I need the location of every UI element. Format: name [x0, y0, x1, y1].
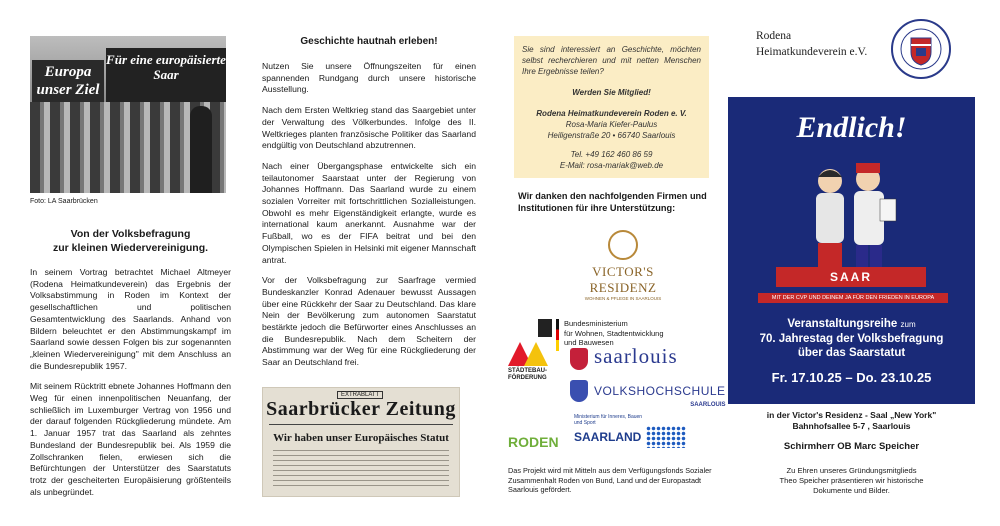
talk-paragraph-1: In seinem Vortrag betrachtet Michael Altmeyer (Rodena Heimatkundeverein) das Ergebnis der Volksabstimmung in Roden im Kontext der gesellschaftlichen und politischen Gesamtentwicklung des Saarlands. Anhand von Bildern beleuchtet er den Abstimmungskampf im Saarland sowie dessen Folgen bis zur sogenannten „kleinen Wiedervereinigung" mit dem Anschluss an die Bundesrepublik 1957.: [30, 267, 231, 371]
org-name: [756, 28, 867, 60]
event-honor-note: [728, 466, 975, 496]
poster-baseline: MIT DER CVP UND DEINEM JA FÜR DEN FRIEDEN IN EUROPA: [758, 293, 948, 303]
photo-caption: Foto: LA Saarbrücken: [30, 198, 98, 205]
membership-box: [514, 36, 709, 178]
exhibition-paragraph-3: Nach einer Übergangsphase entwickelte sich ein teilautonomer Saarstaat unter der Regierung von Johannes Hoffmann. Das Saarland wurde zu einem sozialen Vorreiter mit fortschrittlichen Sozialleistungen. Obwohl es mehr Eigenständigkeit erlangte, wurde es international kaum anerkannt. Ausnahme war der Fußball, wo es der FIFA beitrat und bei den Olympischen Spielen in Helsinki mit eigener Mannschaft antrat.: [262, 160, 476, 265]
membership-address: Heiligenstraße 20 • 66740 Saarlouis: [547, 131, 676, 140]
houses-icon: [508, 340, 546, 366]
talk-heading-line1: Von der Volksbefragung: [70, 228, 191, 240]
exhibition-heading: Geschichte hautnah erleben!: [300, 36, 438, 47]
bmw-line-3: und Bauwesen: [564, 338, 614, 347]
panel-membership-sponsors: [490, 0, 728, 526]
newspaper-body-lines: [273, 450, 449, 490]
logo-victors-residenz: [568, 230, 678, 301]
newspaper-title: Saarbrücker Zeitung: [266, 397, 456, 420]
honor-line-3: Dokumente und Bilder.: [813, 486, 890, 495]
org-name-line2: Heimatkundeverein e.V.: [756, 46, 868, 58]
newspaper-extra-label: EXTRABLATT: [337, 391, 383, 399]
exhibition-paragraph-4: Vor der Volksbefragung zur Saarfrage vermied Bundeskanzler Konrad Adenauer bewusst Aussagen über eine Rückkehr der Saar zu Deutschland. Das klare Nein der Bevölkerung zum autonomen Saarstatut bestärkte jedoch die Befürworter eines Anschlusses an die Bundesrepublik. Nach dem Scheitern der Abstimmung war der Weg für eine Rückgliederung der Saar an Deutschland frei.: [262, 275, 476, 368]
venue-line-2: Bahnhofsallee 5-7 , Saarlouis: [792, 421, 911, 431]
vhs-sub: SAARLOUIS: [690, 402, 726, 408]
event-line-1: Veranstaltungsreihe: [787, 318, 898, 330]
poster: [728, 97, 975, 404]
logo-saarlouis: [570, 344, 678, 370]
saarland-dots-icon: [646, 426, 686, 448]
bmw-line-1: Bundesministerium: [564, 319, 628, 328]
photo-person: [190, 106, 212, 193]
logo-saarland: [574, 414, 686, 448]
staedtebau-line-2: FÖRDERUNG: [508, 375, 547, 381]
event-line-3: über das Saarstatut: [797, 347, 906, 359]
photo-sign-left: Europa unser Ziel: [32, 60, 104, 103]
talk-heading-line2: zur kleinen Wiedervereinigung.: [52, 242, 209, 254]
logo-roden: [508, 420, 559, 450]
venue-line-1: in der Victor's Residenz - Saal „New York": [766, 410, 937, 420]
newspaper-headline: Wir haben unser Europäisches Statut: [273, 431, 449, 444]
bmw-line-2: für Wohnen, Stadtentwicklung: [564, 328, 664, 338]
panel-history-exhibition: [245, 0, 490, 526]
vhs-wordmark: VOLKSHOCHSCHULE: [594, 384, 726, 399]
historic-photo: [30, 36, 226, 193]
german-flag-icon: [556, 319, 559, 351]
talk-paragraph-2: Mit seinem Rücktritt ebnete Johannes Hoffmann den Weg für einen innenpolitischen Neuanfang, der schließlich im Luxemburger Vertrag von 1956 und der darauf folgenden Rückgliederung mündete. Am 1. Januar 1957 trat das Saarland als zehntes Bundesland der Bundesrepublik bei. Als 1959 die Zollschranken fielen, erwiesen sich die Befürchtungen der Unterstützer des Saarstatuts trotz der gescheiterten Europäisierung größtenteils als unbegründet.: [30, 381, 231, 497]
org-name-line1: Rodena: [756, 30, 792, 42]
membership-contact-person: Rosa-Maria Kiefer-Paulus: [565, 120, 658, 129]
photo-sign-right: Für eine europäisierte Saar: [106, 48, 226, 104]
newspaper-clipping: [262, 387, 460, 497]
federal-eagle-icon: [538, 319, 552, 337]
panel-history-talk: [0, 0, 245, 526]
vhs-lily-icon: [570, 380, 588, 402]
org-seal-icon: [890, 18, 952, 80]
event-title-block: [728, 317, 975, 385]
funding-footnote: Das Projekt wird mit Mitteln aus dem Verfügungsfonds Sozialer Zusammenhalt Roden von Bund, Land und der Europastadt Saarlouis gefördert.: [508, 466, 712, 494]
roden-houses-icon: [508, 420, 538, 434]
event-line-2: 70. Jahrestag der Volksbefragung: [759, 333, 944, 345]
logo-staedtebau: [508, 340, 547, 382]
saarlouis-wordmark: saarlouis: [594, 344, 678, 368]
roden-wordmark: RODEN: [508, 434, 559, 450]
membership-intro: Sie sind interessiert an Geschichte, möchten selbst recherchieren und mit netten Menschen Ihre Ergebnisse teilen?: [522, 45, 701, 76]
victors-emblem-icon: [608, 230, 638, 260]
event-dates: Fr. 17.10.25 – Do. 23.10.25: [771, 370, 932, 385]
exhibition-paragraph-1: Nutzen Sie unsere Öffnungszeiten für einen spannenden Rundgang durch unsere historische Ausstellung.: [262, 61, 476, 95]
staedtebau-line-1: STÄDTEBAU-: [508, 368, 547, 374]
victors-sub: WOHNEN & PFLEGE IN SAARLOUIS: [584, 296, 662, 301]
saarland-ministry: Ministerium für Inneres, Bauen und Sport: [574, 414, 643, 426]
membership-org-name: Rodena Heimatkundeverein Roden e. V.: [536, 109, 687, 118]
logo-vhs: [570, 380, 726, 408]
victors-name: VICTOR'S RESIDENZ: [589, 264, 657, 295]
talk-heading: [30, 227, 231, 255]
saarlouis-lily-icon: [570, 348, 588, 370]
sponsors-thanks: Wir danken den nachfolgenden Firmen und Institutionen für ihre Unterstützung:: [518, 191, 707, 213]
poster-title: Endlich!: [796, 111, 907, 144]
membership-email[interactable]: E-Mail: rosa-mariak@web.de: [559, 161, 664, 170]
newspaper-rule: [269, 424, 453, 425]
event-venue: [728, 410, 975, 432]
honor-line-1: Zu Ehren unseres Gründungsmitglieds: [786, 466, 917, 475]
membership-cta: Werden Sie Mitglied!: [572, 88, 651, 97]
event-line-1-small: zum: [900, 320, 916, 329]
event-patron: Schirmherr OB Marc Speicher: [783, 441, 920, 452]
saarland-wordmark: SAARLAND: [574, 430, 642, 445]
panel-cover: [728, 0, 1000, 526]
exhibition-paragraph-2: Nach dem Ersten Weltkrieg stand das Saargebiet unter der Verwaltung des Völkerbundes. Infolge des II. Weltkrieges planten französische Politiker das Saarland endgültig von Deutschland abzutrennen.: [262, 105, 476, 151]
membership-phone: Tel. +49 162 460 86 59: [570, 150, 653, 159]
honor-line-2: Theo Speicher präsentieren wir historische: [779, 476, 924, 485]
poster-saar-label: SAAR: [776, 267, 926, 287]
